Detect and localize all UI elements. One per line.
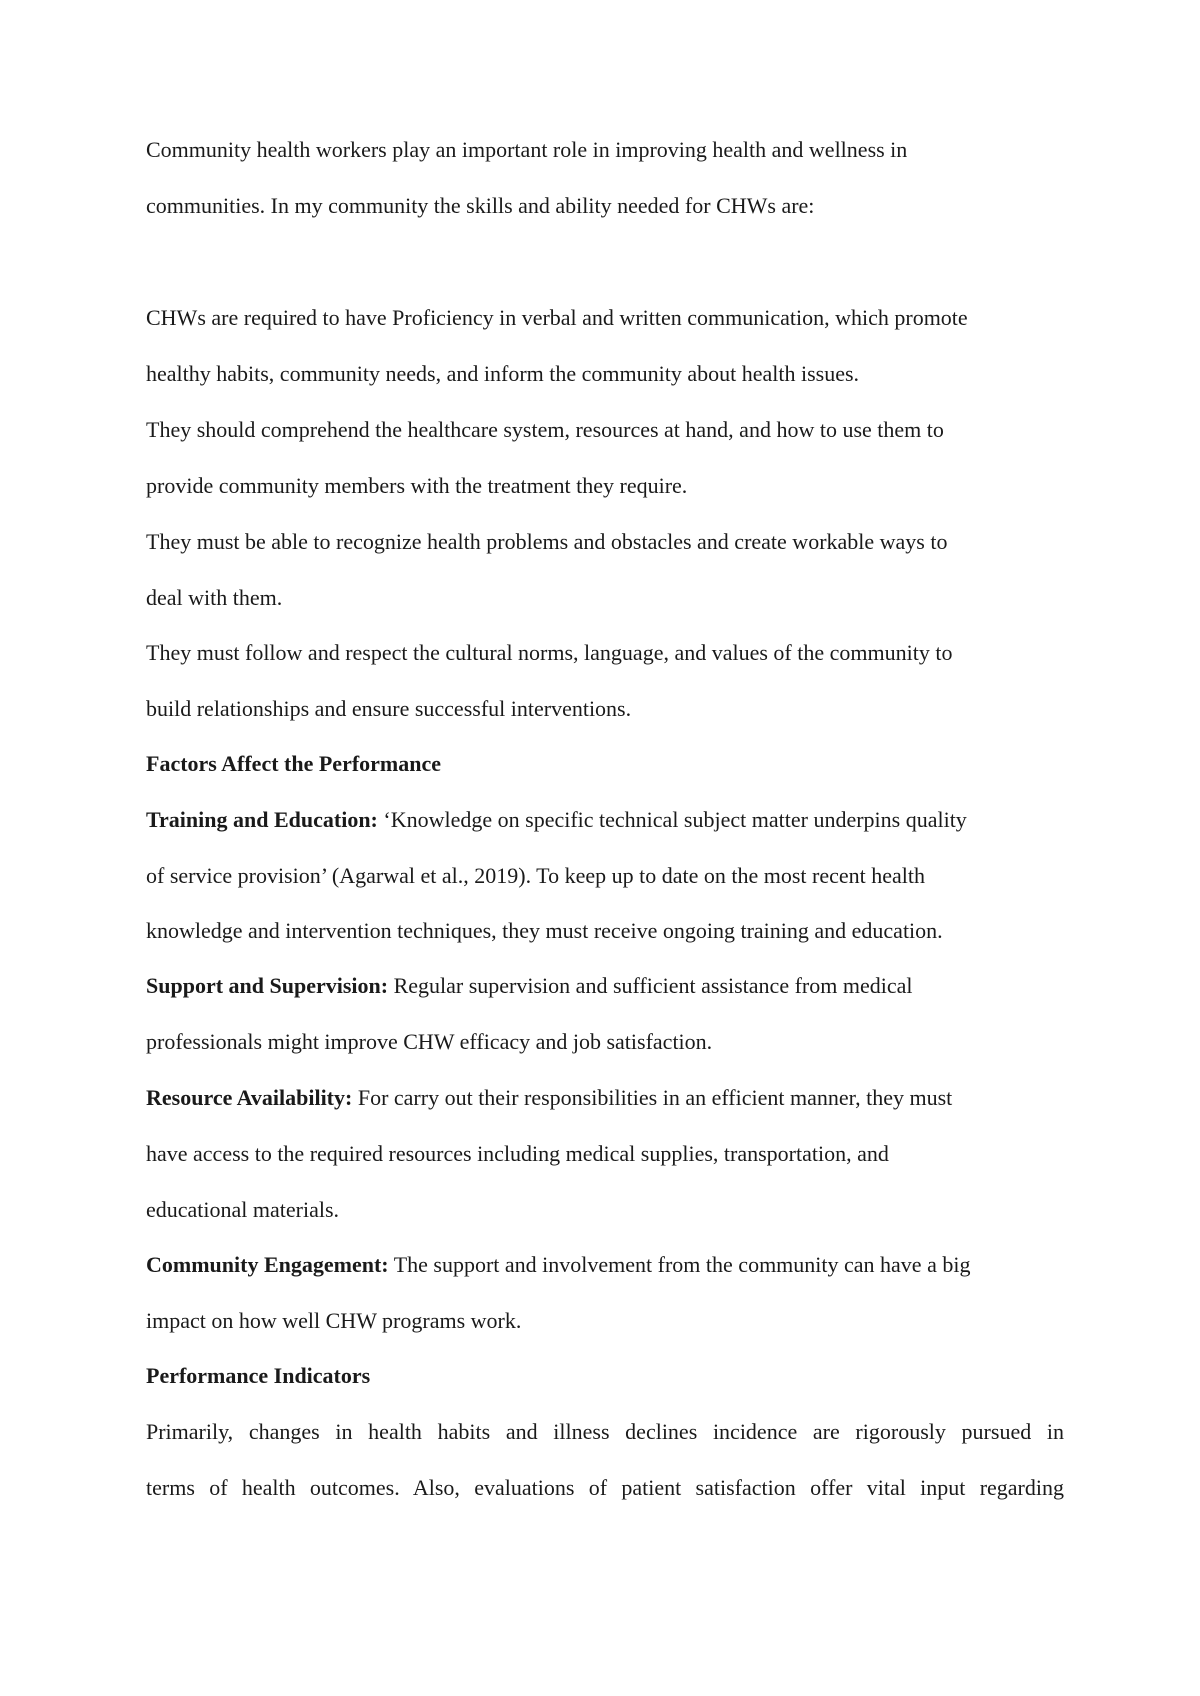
factor-community-text: The support and involvement from the community can have a big <box>388 1252 971 1277</box>
factor-resource-line-3: educational materials. <box>146 1197 340 1222</box>
intro-line-1: Community health workers play an important role in improving health and wellness in <box>146 137 908 162</box>
factor-community-line-2: impact on how well CHW programs work. <box>146 1308 522 1333</box>
skill-healthcare-system-line-2: provide community members with the treatment they require. <box>146 473 688 498</box>
skill-communication-line-1: CHWs are required to have Proficiency in verbal and written communication, which promote <box>146 305 968 330</box>
factor-training-line-1 <box>146 806 967 834</box>
skill-problem-solving-line-2: deal with them. <box>146 585 283 610</box>
skill-communication-line-2: healthy habits, community needs, and inform the community about health issues. <box>146 361 860 386</box>
factor-training-line-3: knowledge and intervention techniques, they must receive ongoing training and education. <box>146 918 943 943</box>
skill-cultural-line-1: They must follow and respect the cultural norms, language, and values of the community to <box>146 640 953 665</box>
factor-resource-text: For carry out their responsibilities in an efficient manner, they must <box>352 1085 953 1110</box>
factor-training-text: ‘Knowledge on specific technical subject matter underpins quality <box>377 807 967 832</box>
factors-heading: Factors Affect the Performance <box>146 751 442 776</box>
skill-problem-solving-line-1: They must be able to recognize health problems and obstacles and create workable ways to <box>146 529 948 554</box>
factor-support-label: Support and Supervision: <box>146 973 389 998</box>
skill-cultural-line-2: build relationships and ensure successful interventions. <box>146 696 632 721</box>
factor-support-text: Regular supervision and sufficient assistance from medical <box>388 973 913 998</box>
factor-training-line-2: of service provision’ (Agarwal et al., 2019). To keep up to date on the most recent health <box>146 863 926 888</box>
factor-support-line-2: professionals might improve CHW efficacy and job satisfaction. <box>146 1029 713 1054</box>
factor-resource-line-2: have access to the required resources including medical supplies, transportation, and <box>146 1141 889 1166</box>
factor-community-line-1 <box>146 1251 970 1279</box>
factor-resource-line-1 <box>146 1084 952 1112</box>
factor-resource-label: Resource Availability: <box>146 1085 353 1110</box>
factor-support-line-1 <box>146 972 912 1000</box>
indicators-line-1: Primarily, changes in health habits and illness declines incidence are rigorously pursued in <box>146 1419 1064 1444</box>
factor-training-label: Training and Education: <box>146 807 378 832</box>
intro-line-2: communities. In my community the skills and ability needed for CHWs are: <box>146 193 815 218</box>
skill-healthcare-system-line-1: They should comprehend the healthcare system, resources at hand, and how to use them to <box>146 417 944 442</box>
factor-community-label: Community Engagement: <box>146 1252 389 1277</box>
indicators-heading: Performance Indicators <box>146 1363 371 1388</box>
indicators-line-2: terms of health outcomes. Also, evaluations of patient satisfaction offer vital input regarding <box>146 1475 1064 1500</box>
